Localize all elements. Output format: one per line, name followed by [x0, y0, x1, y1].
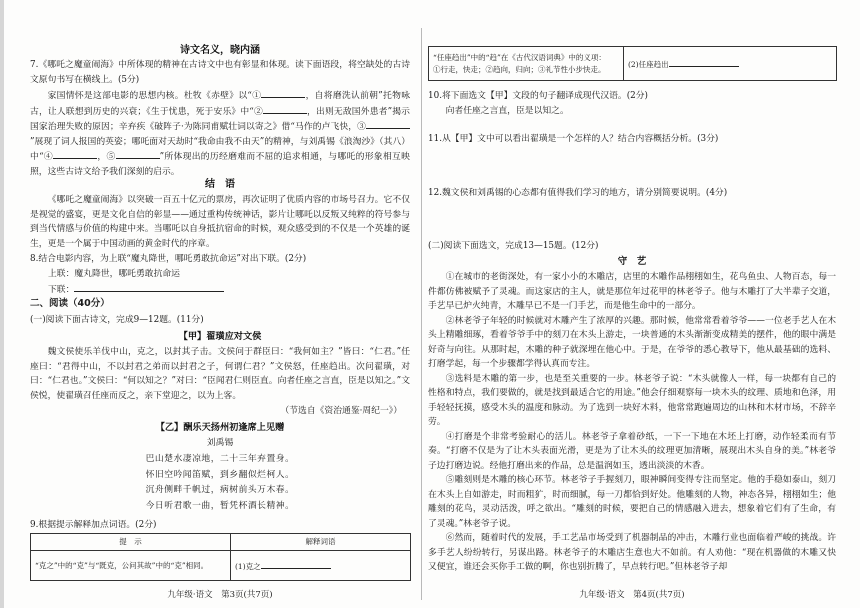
passage-text: ，自将磨洗认前朝”托物咏古，让人联想到历史的兴衰；《生于忧患，死于安乐》中“	[30, 91, 410, 117]
table-header-hint: 提 示	[31, 534, 231, 551]
text-b-title: 【乙】酬乐天扬州初逢席上见赠	[155, 422, 285, 433]
passage-text: ”展现了词人报国的英姿；哪吒面对天劫时“我命由我不由天”的精神，与刘禹锡《浪淘沙》（其八）中“	[30, 136, 410, 162]
section-title: 诗文名义，晓内涵	[180, 45, 260, 56]
blank-number: ②	[253, 106, 263, 117]
table-header-answer: 解释词语	[231, 534, 411, 551]
question-7-passage	[30, 88, 410, 179]
article-paragraph: ②林老爷子年轻的时候就对木雕产生了浓厚的兴趣。那时候，他常常看着爷爷——一位老手艺人在木头上精雕细琢，看着爷爷手中的刻刀在木头上游走，一块普通的木头渐渐变成精美的摆件，他的眼中满是好奇与向往。从那时起，木雕的种子就深埋在他心中。于是，在爷爷的悉心教导下，他从最基础的选料、打磨学起，每一个步骤都学得认真而专注。	[428, 315, 836, 369]
conclusion-title: 结 语	[205, 179, 235, 190]
table-answer-cell	[231, 551, 411, 581]
question-8-stem: 8.结合电影内容，为上联“魔丸降世，哪吒勇敢抗命运”对出下联。(2分)	[30, 254, 307, 264]
article-paragraph: ③选料是木雕的第一步，也是至关重要的一步。林老爷子说：“木头就像人一样，每一块都有自己的性格和特点，我们要做的，就是找到最适合它的用途。”他会仔细观察每一块木头的纹理、质地和色泽，用手轻轻抚摸，感受木头的温度和脉动。为了选到一块好木料，他常常跑遍周边的山林和木材市场，不辞辛劳。	[428, 373, 836, 427]
blank-number: ⑤	[106, 152, 116, 162]
blank-number: ④	[43, 152, 54, 162]
table-hint-cell: “克之”中的“克”与“既克，公问其故”中的“克”相同。	[31, 551, 231, 581]
reading-part2-instruction: (二)阅读下面选文，完成13—15题。(12分)	[428, 241, 599, 251]
couplet-lower-label: 下联：	[48, 285, 75, 295]
question-11-stem: 11.从【甲】文中可以看出翟璜是一个怎样的人？结合内容概括分析。(3分)	[428, 134, 719, 144]
answer-label: (1)克之	[235, 561, 261, 571]
text-b-author: 刘禹锡	[206, 438, 234, 448]
conclusion-text: 《哪吒之魔童闹海》以突破一百五十亿元的票房，再次证明了优质内容的市场号召力。它不仅是视觉的盛宴，更是文化自信的彰显——通过重构传统神话，影片让哪吒以反叛又纯粹的符号参与到当代情感与价值的构建中来。当哪吒以自身抵抗宿命的时候，观众感受到的不仅是一个英雄的诞生，更是一个属于中国动画的黄金时代的序章。	[30, 195, 410, 249]
article-paragraph: ④打磨是个非常考验耐心的活儿。林老爷子拿着砂纸，一下一下地在木坯上打磨，动作轻柔而有节奏。“打磨不仅是为了让木头表面光滑，更是为了让木头的纹理更加清晰，展现出木头自身的美。”林老爷子边打磨边说。经他打磨出来的作品，总是温润如玉，透出淡淡的木香。	[428, 431, 836, 471]
question-9-table-continued	[428, 46, 837, 81]
table-header-row	[31, 534, 411, 551]
answer-blank	[366, 119, 410, 129]
table-hint-cell	[429, 47, 624, 81]
question-12-stem: 12.魏文侯和刘禹锡的心态都有值得我们学习的地方，请分别简要说明。(4分)	[428, 188, 728, 198]
question-9-table	[30, 533, 411, 581]
table-answer-cell	[624, 47, 837, 81]
article-title: 守 艺	[617, 256, 647, 267]
page-fold-line	[421, 28, 422, 600]
text-a-source: （节选自《资治通鉴·周纪一》）	[280, 406, 402, 416]
question-10-sentence: 向者任座之言直，臣是以知之。	[445, 106, 569, 116]
page-footer-left: 九年级·语文 第3页(共7页)	[167, 590, 273, 600]
poem-line: 怀旧空吟闻笛赋，到乡翻似烂柯人。	[145, 469, 295, 480]
page-footer-right: 九年级·语文 第4页(共7页)	[579, 590, 685, 600]
passage-text: ，	[97, 152, 107, 162]
article-paragraph: ①在城市的老街深处，有一家小小的木雕店，店里的木雕作品栩栩如生，花鸟鱼虫、人物百态，每一件都仿佛被赋予了灵魂。而这家店的主人，就是那位年过花甲的林老爷子。他与木雕打了大半辈子交道，手艺早已炉火纯青，木雕早已不是一门手艺，而是他生命中的一部分。	[428, 272, 836, 311]
answer-blank	[669, 57, 739, 67]
reading-part1-instruction: (一)阅读下面古诗文，完成9—12题。(11分)	[30, 315, 204, 325]
passage-text: ，出则无敌国外患者”揭示国家治理失败的原因；辛弃疾《破阵子·为陈同甫赋壮词以寄之》借“马作的卢飞快，	[30, 106, 410, 132]
question-9-stem: 9.根据提示解释加点词语。(2分)	[30, 520, 157, 530]
article-paragraph: ⑥然而，随着时代的发展，手工艺品市场受到了机器制品的冲击，木雕行业也面临着严峻的挑战。许多手艺人纷纷转行，另谋出路。林老爷子的木雕店生意也大不如前。有人劝他：“现在机器做的木雕又快又便宜，谁还会买你手工做的啊，你也别折腾了，早点转行吧。”但林老爷子却	[428, 533, 836, 572]
poem-line: 巴山楚水凄凉地，二十三年弃置身。	[145, 454, 295, 464]
answer-blank	[116, 149, 160, 159]
text-a-body: 魏文侯使乐羊伐中山，克之，以封其子击。文侯问于群臣曰：“我何如主？”皆曰：“仁君。”任座曰：“君得中山，不以封君之弟而以封君之子，何谓仁君？”文侯怒，任座趋出。次问翟璜，对曰：“仁君也。”文侯曰：“何以知之？”对曰：“臣闻君仁则臣直。向者任座之言直，臣是以知之。”文侯悦，使翟璜召任座而反之，亲下堂迎之，以为上客。	[30, 347, 410, 401]
poem-line: 沉舟侧畔千帆过，病树前头万木春。	[145, 485, 295, 495]
answer-blank	[53, 149, 97, 159]
text-b-poem	[30, 452, 410, 514]
passage-text: ”所体现出的历经磨难而不屈的追求相通，与哪吒的形象相互映照，这些古诗文给予我们深刻的启示。	[30, 152, 410, 177]
blank-number: ①	[251, 91, 262, 101]
article-paragraph: ⑤雕刻则是木雕的核心环节。林老爷子手握刻刀，眼神瞬间变得专注而坚定。他的手稳如泰山，刻刀在木头上自如游走，时而粗犷，时而细腻，每一刀都恰到好处。他雕刻的人物，神态各异，栩栩如生；他雕刻的花鸟，灵动活泼，呼之欲出。“雕刻的时候，要把自己的情感融入进去，想象着它们有了生命，有了灵魂。”林老爷子说。	[428, 475, 836, 529]
table-row	[31, 551, 411, 581]
text-a-title: 【甲】翟璜应对文侯	[178, 331, 262, 342]
scan-edge	[0, 0, 4, 608]
reading-section-title: 二、阅读（40分）	[30, 298, 110, 309]
answer-blank	[263, 104, 307, 114]
answer-blank	[261, 88, 305, 98]
article-body	[428, 270, 836, 582]
hint-line: “任座趋出”中的“趋”在《古代汉语词典》中的义项：	[433, 52, 606, 62]
answer-blank	[261, 559, 331, 569]
couplet-upper-line: 上联：魔丸降世，哪吒勇敢抗命运	[48, 269, 180, 279]
blank-number: ③	[357, 122, 366, 132]
answer-blank	[74, 282, 224, 292]
question-10-stem: 10.将下面选文【甲】文段的句子翻译成现代汉语。(2分)	[428, 91, 648, 101]
passage-text: 家国情怀是这部电影的思想内核。杜牧《赤壁》以“	[47, 91, 252, 101]
question-7-stem: 7.《哪吒之魔童闹海》中所体现的精神在古诗文中也有彰显和体现。读下面语段，将空缺处的古诗文原句书写在横线上。(5分)	[30, 60, 410, 85]
couplet-lower-line	[48, 282, 408, 298]
hint-line: ①行走，快走；②趋向，归向；③礼节性小步快走。	[433, 64, 606, 74]
table-row	[429, 47, 837, 81]
poem-line: 今日听君歌一曲，暂凭杯酒长精神。	[145, 500, 295, 511]
answer-label: (2)任座趋出	[628, 59, 669, 69]
